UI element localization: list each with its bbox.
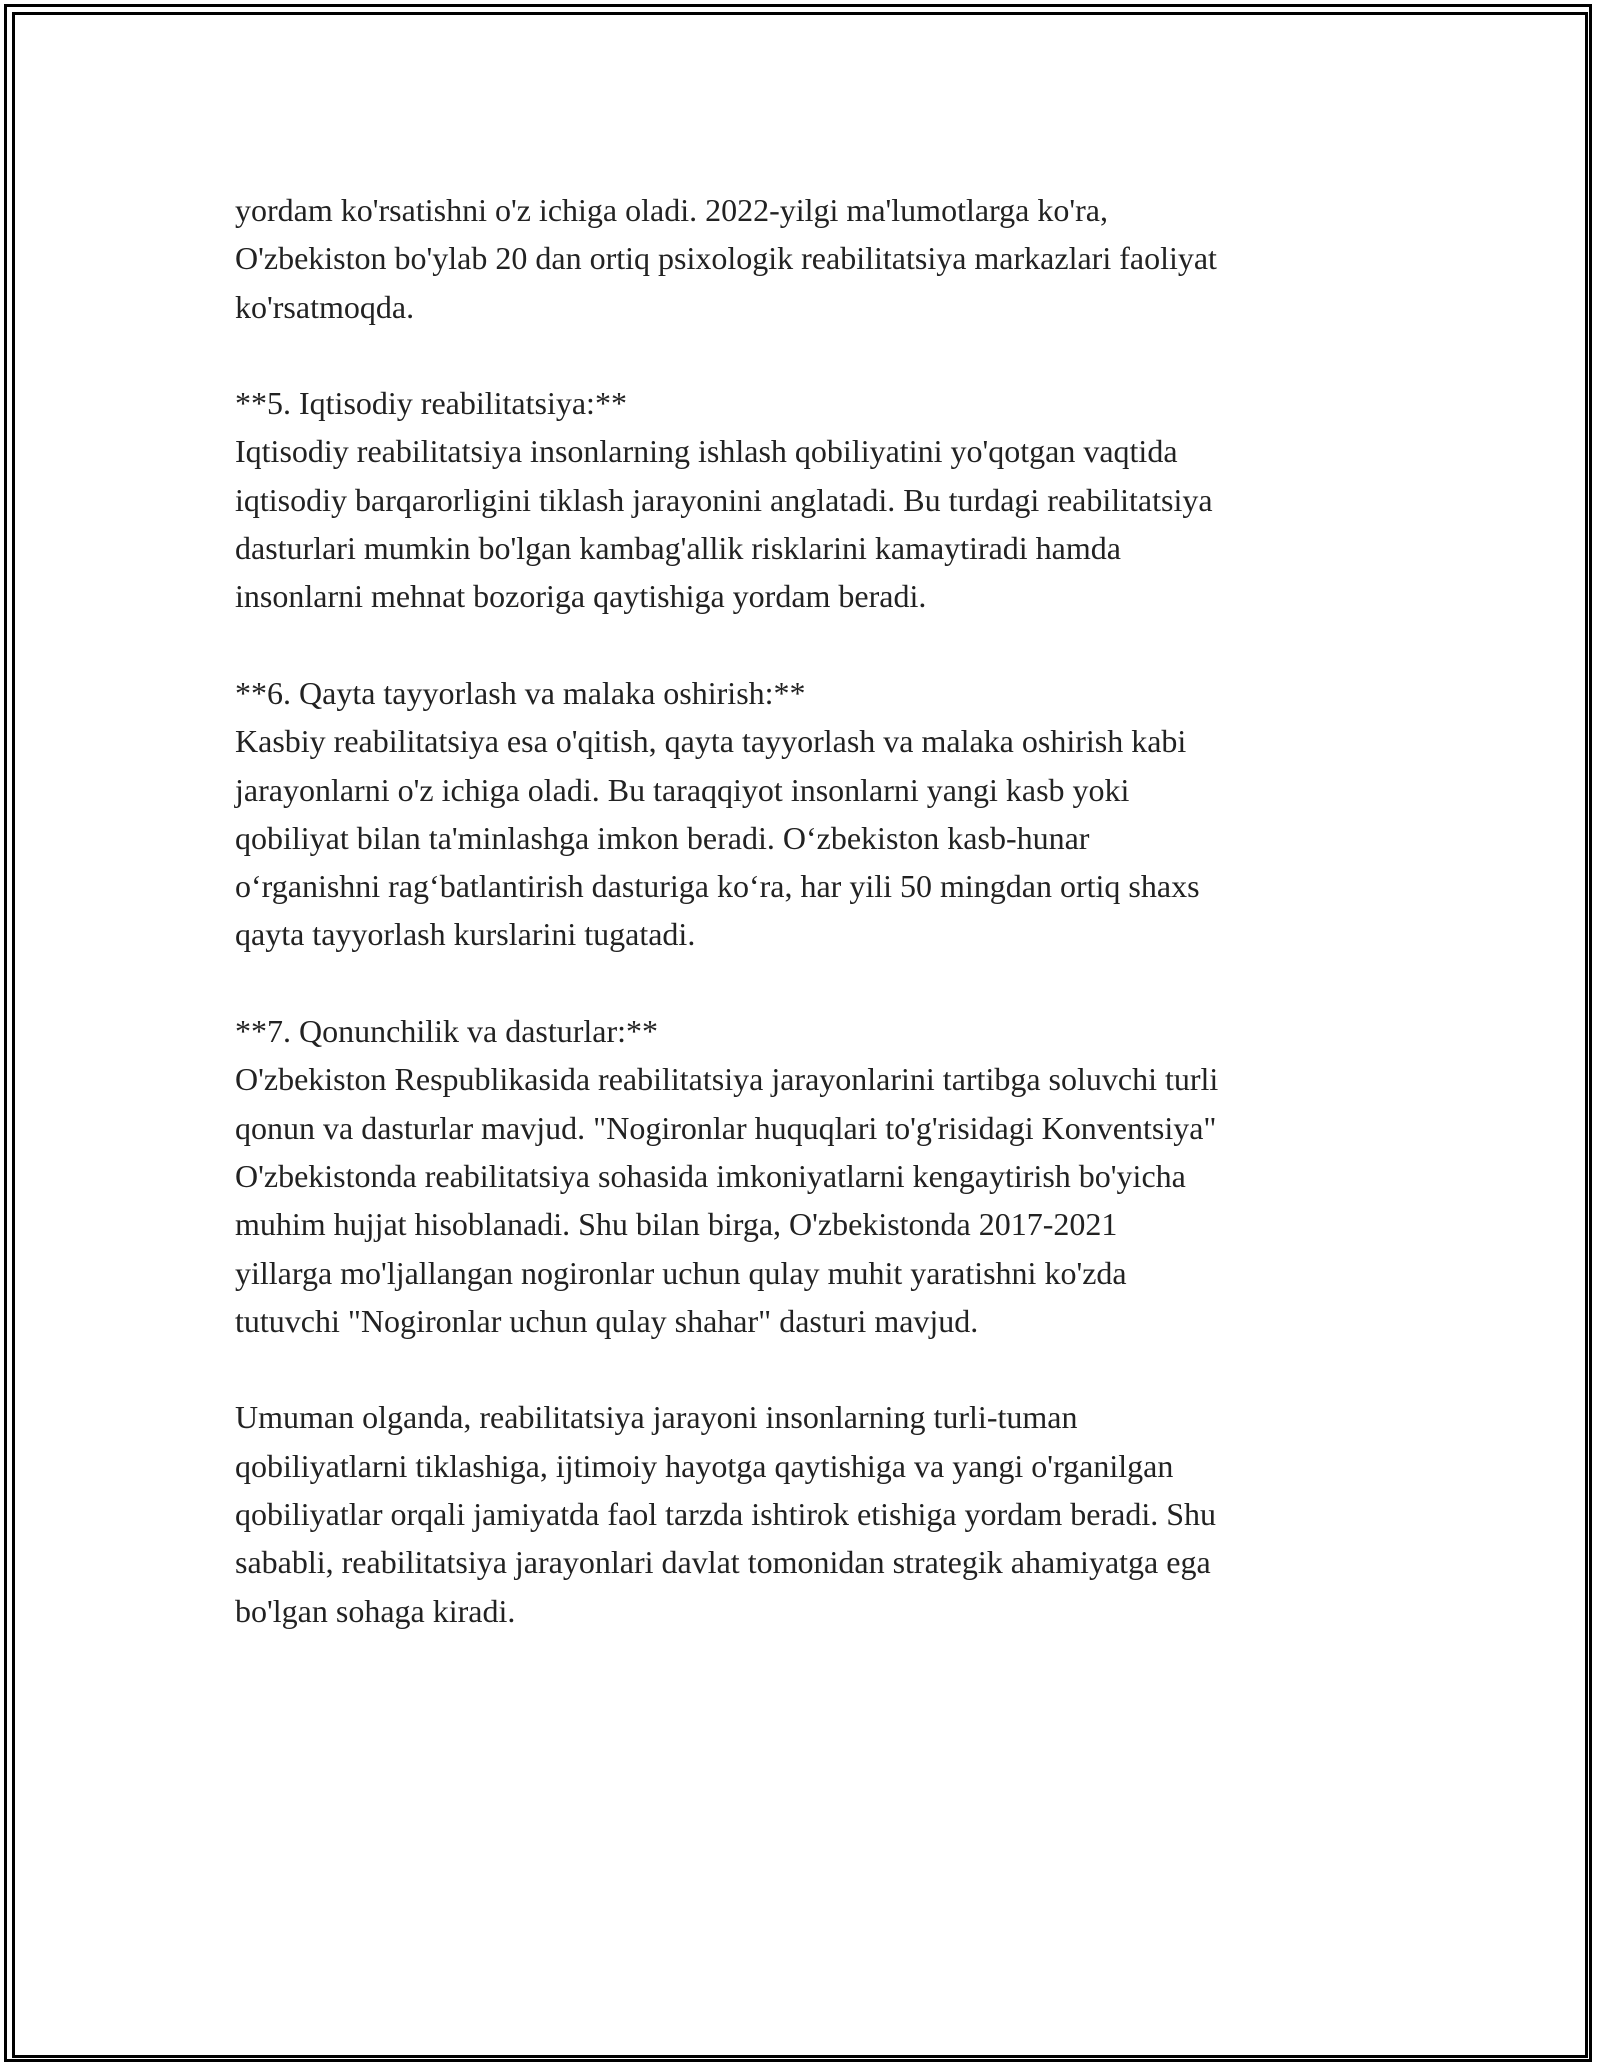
text-line: insonlarni mehnat bozoriga qaytishiga yordam beradi. (235, 578, 927, 615)
section-heading: **6. Qayta tayyorlash va malaka oshirish:** (235, 674, 806, 711)
text-line: muhim hujjat hisoblanadi. Shu bilan birga, O'zbekistonda 2017-2021 (235, 1206, 1118, 1243)
text-line: iqtisodiy barqarorligini tiklash jarayonini anglatadi. Bu turdagi reabilitatsiya (235, 481, 1213, 518)
text-line: bo'lgan sohaga kiradi. (235, 1592, 516, 1629)
text-line: yordam ko'rsatishni o'z ichiga oladi. 2022-yilgi ma'lumotlarga ko'ra, (235, 192, 1108, 228)
text-line: ko'rsatmoqda. (235, 288, 415, 325)
text-line: dasturlari mumkin bo'lgan kambag'allik risklarini kamaytiradi hamda (235, 530, 1121, 567)
section-heading: **7. Qonunchilik va dasturlar:** (235, 1013, 659, 1050)
text-line: qayta tayyorlash kurslarini tugatadi. (235, 916, 696, 953)
text-line: O'zbekiston Respublikasida reabilitatsiya jarayonlarini tartibga soluvchi turli (235, 1061, 1219, 1098)
text-line: O'zbekiston bo'ylab 20 dan ortiq psixologik reabilitatsiya markazlari faoliyat (235, 240, 1217, 277)
paragraph-economic-rehabilitation (235, 379, 1375, 620)
paragraph-conclusion (235, 1393, 1375, 1634)
text-line: sababli, reabilitatsiya jarayonlari davlat tomonidan strategik ahamiyatga ega (235, 1544, 1211, 1581)
text-line: qobiliyat bilan ta'minlashga imkon beradi. O‘zbekiston kasb-hunar (235, 819, 1090, 856)
section-heading: **5. Iqtisodiy reabilitatsiya:** (235, 385, 627, 422)
paragraph-legislation (235, 1007, 1375, 1345)
text-line: O'zbekistonda reabilitatsiya sohasida imkoniyatlarni kengaytirish bo'yicha (235, 1157, 1186, 1194)
text-line: qonun va dasturlar mavjud. "Nogironlar huquqlari to'g'risidagi Konventsiya" (235, 1109, 1217, 1146)
text-line: qobiliyatlarni tiklashiga, ijtimoiy hayotga qaytishiga va yangi o'rganilgan (235, 1447, 1174, 1484)
paragraph-psychological-continuation (235, 186, 1375, 331)
text-line: Kasbiy reabilitatsiya esa o'qitish, qayta tayyorlash va malaka oshirish kabi (235, 723, 1187, 760)
text-line: jarayonlarni o'z ichiga oladi. Bu taraqqiyot insonlarni yangi kasb yoki (235, 771, 1130, 808)
paragraph-retraining (235, 669, 1375, 959)
text-line: yillarga mo'ljallangan nogironlar uchun qulay muhit yaratishni ko'zda (235, 1254, 1127, 1291)
text-line: Umuman olganda, reabilitatsiya jarayoni insonlarning turli-tuman (235, 1399, 1078, 1436)
text-line: Iqtisodiy reabilitatsiya insonlarning ishlash qobiliyatini yo'qotgan vaqtida (235, 433, 1178, 470)
text-line: o‘rganishni rag‘batlantirish dasturiga ko‘ra, har yili 50 mingdan ortiq shaxs (235, 868, 1200, 905)
text-line: tutuvchi "Nogironlar uchun qulay shahar" dasturi mavjud. (235, 1302, 979, 1339)
document-body (235, 186, 1375, 1683)
text-line: qobiliyatlar orqali jamiyatda faol tarzda ishtirok etishiga yordam beradi. Shu (235, 1496, 1217, 1533)
